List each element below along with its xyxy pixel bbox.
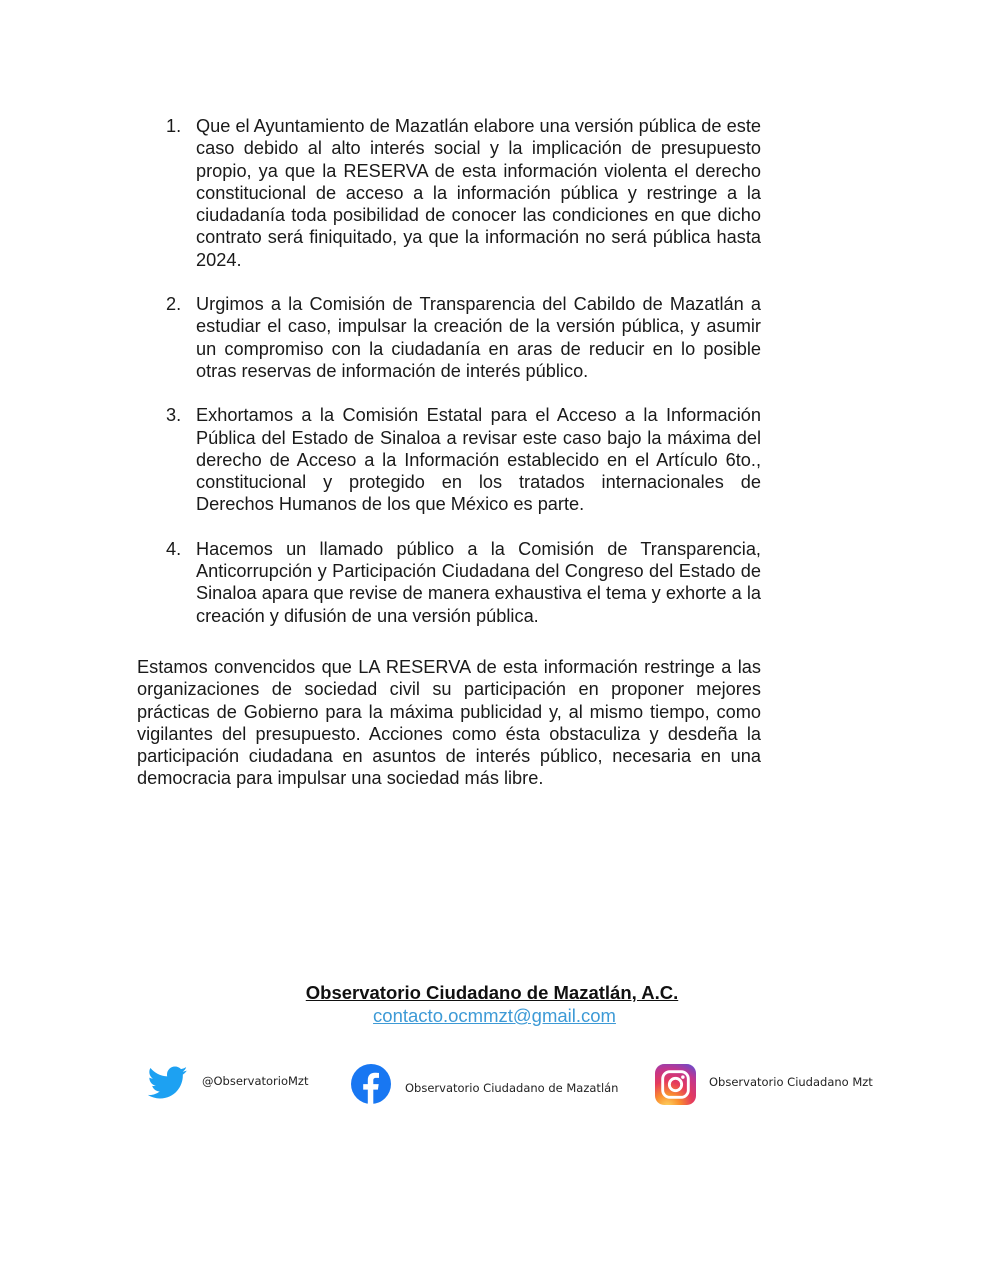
facebook-contact[interactable] (351, 1064, 618, 1104)
closing-paragraph: Estamos convencidos que LA RESERVA de esta información restringe a las organizaciones de sociedad civil su participación en proponer mejores prácticas de Gobierno para la máxima publicidad y, al mismo tiempo, como vigilantes del presupuesto. Acciones como ésta obstaculiza y desdeña la participación ciudadana en asuntos de interés público, necesaria en una democracia para impulsar una sociedad más libre. (137, 657, 761, 789)
list-item (165, 404, 761, 515)
list-number: 4. (166, 538, 182, 559)
list-text: Exhortamos a la Comisión Estatal para el Acceso a la Información Pública del Estado de Sinaloa a revisar este caso bajo la máxima del derecho de Acceso a la Información establecido en el Artículo 6to., constitucional y protegido en los tratados internacionales de Derechos Humanos de los que México es parte. (196, 405, 761, 515)
twitter-contact[interactable] (148, 1066, 308, 1100)
instagram-account-name: Observatorio Ciudadano Mzt (709, 1074, 873, 1089)
demands-list (165, 115, 761, 649)
list-number: 2. (166, 294, 182, 315)
list-number: 3. (166, 405, 182, 426)
signature-block (0, 982, 989, 1027)
instagram-icon (655, 1064, 696, 1105)
twitter-bird-icon (148, 1066, 188, 1100)
facebook-page-name: Observatorio Ciudadano de Mazatlán (405, 1081, 619, 1095)
list-item (165, 115, 761, 271)
facebook-icon (351, 1064, 391, 1104)
list-number: 1. (166, 116, 182, 136)
list-text: Que el Ayuntamiento de Mazatlán elabore una versión pública de este caso debido al alto interés social y la implicación de presupuesto propio, ya que la RESERVA de esta información violenta el derecho constitucional de acceso a la información pública y restringe a la ciudadanía toda posibilidad de conocer las condiciones en que dicho contrato será finiquitado, ya que la información no será pública hasta 2024. (196, 116, 761, 270)
organization-name: Observatorio Ciudadano de Mazatlán, A.C. (305, 982, 679, 1003)
list-text: Urgimos a la Comisión de Transparencia del Cabildo de Mazatlán a estudiar el caso, impulsar la creación de la versión pública, y asumir un compromiso con la ciudadanía en aras de reducir en lo posible otras reservas de información de interés público. (196, 294, 761, 381)
list-item (165, 293, 761, 382)
email-link[interactable]: contacto.ocmmzt@gmail.com (373, 1005, 616, 1026)
list-text: Hacemos un llamado público a la Comisión de Transparencia, Anticorrupción y Participación Ciudadana del Congreso del Estado de Sinaloa apara que revise de manera exhaustiva el tema y exhorte a la creación y difusión de una versión pública. (196, 538, 761, 626)
instagram-contact[interactable] (655, 1064, 873, 1105)
twitter-handle: @ObservatorioMzt (202, 1074, 309, 1088)
list-item (165, 538, 761, 627)
